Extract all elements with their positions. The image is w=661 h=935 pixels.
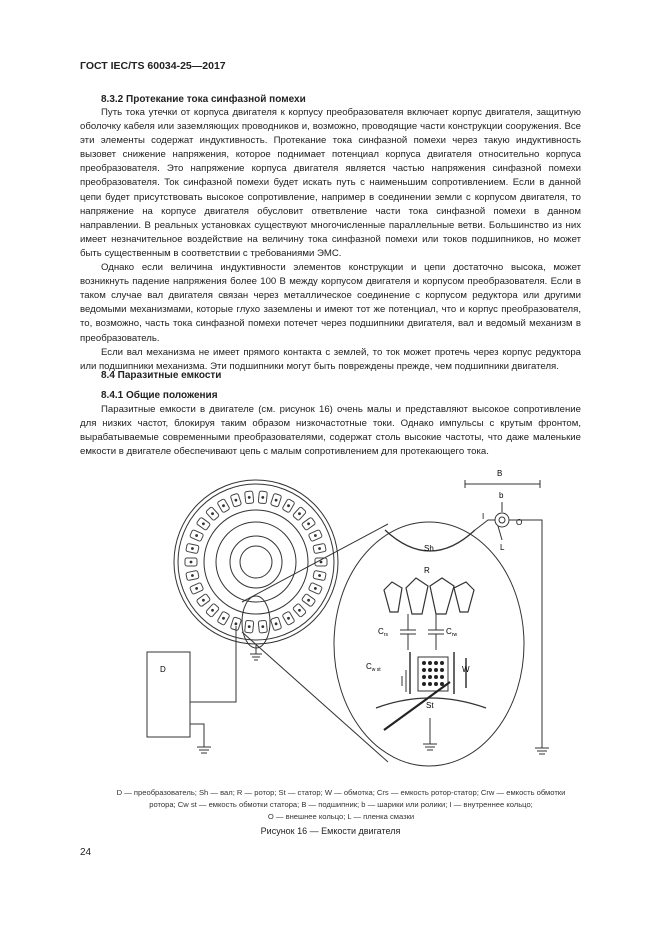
winding-conductor — [434, 682, 438, 686]
slot-conductor — [314, 534, 317, 537]
ground-symbol-converter — [197, 747, 211, 753]
slot-conductor — [222, 617, 225, 620]
winding-conductor — [422, 675, 426, 679]
bearing-ring — [495, 513, 509, 527]
shaft-circle — [230, 536, 282, 588]
document-header: ГОСТ IEC/TS 60034-25—2017 — [80, 60, 226, 72]
slot-conductor — [235, 499, 238, 502]
label-r: R — [424, 566, 430, 575]
winding-conductor — [440, 682, 444, 686]
legend-line: D — преобразователь; Sh — вал; R — ротор; St — статор; W — обмотка; Crs — емкость ротор-статор; Crw — емкость обмотки — [116, 788, 566, 797]
capacitor-cwst — [402, 670, 406, 692]
slot-conductor — [211, 609, 214, 612]
slot-conductor — [261, 625, 264, 628]
winding-conductor — [440, 675, 444, 679]
winding-conductor — [434, 675, 438, 679]
winding-conductor — [440, 661, 444, 665]
slot-conductor — [190, 561, 193, 564]
winding-conductor — [428, 668, 432, 672]
slot-conductor — [318, 574, 321, 577]
winding-conductor — [422, 682, 426, 686]
paragraph: Паразитные емкости в двигателе (см. рисунок 16) очень малы и представляют высокое сопротивление для низких частот, блокируя таким образом низкочастотные токи. Однако импульсы с крутым фронтом, вырабатываемые современными преобразователями, содержат столь высокие частоты, что даже маленькие емкости в двигателе обеспечивают цепь с малым сопротивлением для протекающего тока. — [80, 404, 581, 458]
page-number: 24 — [80, 847, 92, 858]
label-crw: $C_{rw}$ — [446, 627, 458, 638]
capacitor-crs — [400, 614, 416, 650]
paragraph: Однако если величина индуктивности элементов конструкции и цепи достаточно высока, может возникнуть падение напряжения более 100 В между корпусом двигателя и корпусом преобразователя. Если в таком случае вал двигателя связан через металлическое соединение с корпусом редуктора или другими ведомыми механизмами, которые глухо заземлены и имеют тот же потенциал, что и корпус преобразователя, то, возможно, часть тока синфазной помехи потечет через подшипники двигателя, вал и ведомый механизм в преобразователь. — [80, 262, 581, 344]
slot-conductor — [202, 522, 205, 525]
winding-conductor — [434, 668, 438, 672]
slot-conductor — [211, 512, 214, 515]
winding-conductor — [434, 661, 438, 665]
section-8-4-1-text — [80, 403, 581, 459]
slot-conductor — [195, 534, 198, 537]
ground-symbol-motor — [250, 654, 262, 660]
slot-conductor — [191, 574, 194, 577]
label-outer-ring: O — [516, 518, 523, 527]
label-d: D — [160, 665, 166, 674]
stator-inner-ring — [204, 510, 308, 614]
rotor-ring — [216, 522, 296, 602]
paragraph: Если вал механизма не имеет прямого контакта с землей, то ток может протечь через корпус редуктора или подшипники механизма. Эти подшипники могут быть повреждены прежде, чем подшипники двигателя. — [80, 346, 581, 372]
figure-16-motor-capacitances — [140, 462, 560, 770]
legend-line: ротора; Cw st — емкость обмотки статора; B — подшипник; b — шарики или ролики; I — внутреннее кольцо; — [149, 800, 533, 809]
slot-conductor — [275, 622, 278, 625]
section-heading-8-4-1: 8.4.1 Общие положения — [101, 390, 218, 401]
winding-conductor — [428, 661, 432, 665]
figure-caption: Рисунок 16 — Емкости двигателя — [260, 826, 401, 836]
capacitor-crw — [428, 614, 444, 650]
slot-conductor — [202, 599, 205, 602]
section-8-3-2-text — [80, 106, 581, 374]
slot-conductor — [307, 522, 310, 525]
label-w: W — [462, 665, 470, 674]
label-lubricant: L — [500, 543, 505, 552]
label-cwst: $C_{w st}$ — [366, 662, 381, 673]
label-st: St — [426, 701, 434, 710]
winding-conductor — [428, 675, 432, 679]
ground-symbol-bearing — [535, 748, 549, 754]
ground-symbol-stator — [423, 744, 437, 750]
paragraph: Путь тока утечки от корпуса двигателя к корпусу преобразователя включает корпус двигателя, защитную оболочку кабеля или заземляющих проводников и, возможно, проводящие части конструкции сооружения. Все эти элементы содержат индуктивность. Протекание тока синфазной помехи через такую индуктивность вызовет снижение напряжения, которое поднимает потенциал корпуса двигателя относительно корпуса преобразователя. Это напряжение корпуса двигателя является частью напряжения синфазной помехи преобразователя. Ток синфазной помехи будет искать путь с наименьшим сопротивлением. Если в данной цепи будет присутствовать высокое сопротивление, например в соединении земли с корпусом двигателя, то напряжение на корпусе двигателя обусловит ответвление части тока синфазной помехи в данном направлении. В реальных установках существуют многочисленные параллельные ветви. Большинство из них имеет незначительное воздействие на величину тока синфазной помехи или токов подшипников, но может быть существенным в соответствии с требованиями ЭМС. — [80, 107, 581, 259]
slot-conductor — [318, 547, 321, 550]
label-ball-b: b — [499, 491, 504, 500]
slot-conductor — [222, 504, 225, 507]
slot-conductor — [287, 617, 290, 620]
slot-conductor — [261, 496, 264, 499]
slot-conductor — [248, 496, 251, 499]
winding-conductor — [440, 668, 444, 672]
slot-conductor — [195, 587, 198, 590]
rotor-teeth — [384, 578, 474, 614]
winding-conductor — [422, 661, 426, 665]
slot-conductor — [275, 499, 278, 502]
slot-conductor — [298, 512, 301, 515]
converter-box — [147, 652, 190, 737]
legend-line: O — внешнее кольцо; L — пленка смазки — [267, 812, 415, 821]
label-bearing-b: B — [497, 469, 503, 478]
winding-conductor — [422, 668, 426, 672]
slot-conductor — [287, 504, 290, 507]
slot-conductor — [191, 547, 194, 550]
winding-conductor — [428, 682, 432, 686]
section-heading-8-3-2: 8.3.2 Протекание тока синфазной помехи — [101, 94, 306, 105]
label-inner-ring: I — [482, 512, 485, 521]
stator-slots — [185, 491, 327, 633]
figure-legend — [80, 787, 602, 823]
section-heading-8-4: 8.4 Паразитные емкости — [101, 370, 222, 381]
slot-conductor — [307, 599, 310, 602]
label-sh: Sh — [424, 544, 434, 553]
label-crs: $C_{rs}$ — [378, 627, 388, 638]
magnified-view — [334, 522, 524, 766]
slot-conductor — [235, 622, 238, 625]
slot-conductor — [320, 561, 323, 564]
motor-diagram — [140, 462, 560, 770]
slot-conductor — [298, 609, 301, 612]
slot-conductor — [248, 625, 251, 628]
slot-conductor — [314, 587, 317, 590]
stator-outer-ring — [174, 480, 338, 644]
